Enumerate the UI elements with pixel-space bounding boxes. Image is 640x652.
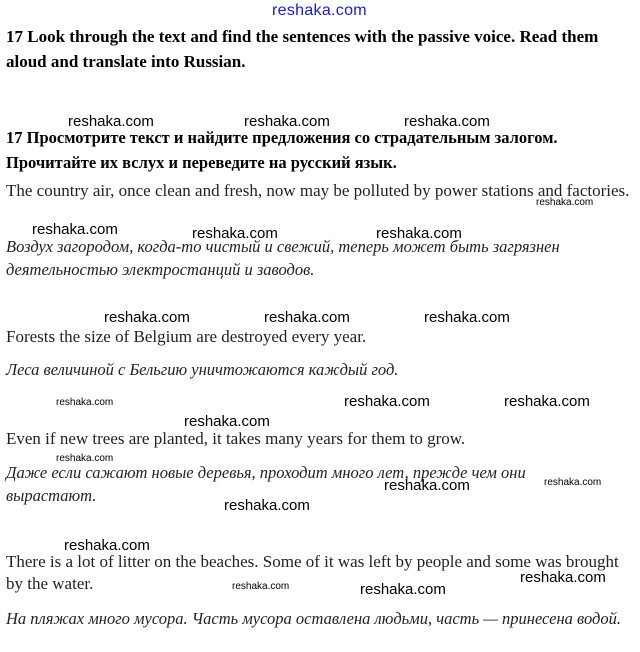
task-heading-en: 17 Look through the text and find the sentences with the passive voice. Read them aloud and translate into Russian.	[6, 27, 599, 71]
site-header[interactable]: reshaka.com	[272, 2, 367, 19]
watermark: reshaka.com	[504, 393, 590, 410]
watermark: reshaka.com	[264, 309, 350, 326]
watermark: reshaka.com	[224, 497, 310, 514]
task-heading-ru: 17 Просмотрите текст и найдите предложения со страдательным залогом. Прочитайте их вслух и переведите на русский язык.	[6, 128, 558, 172]
watermark: reshaka.com	[376, 225, 462, 242]
watermark: reshaka.com	[68, 113, 154, 130]
sentence-en-1: The country air, once clean and fresh, now may be polluted by power stations and factories.	[6, 181, 630, 200]
watermark: reshaka.com	[404, 113, 490, 130]
watermark: reshaka.com	[424, 309, 510, 326]
sentence-ru-3: Даже если сажают новые деревья, проходит много лет, прежде чем они вырастают.	[6, 463, 526, 505]
watermark: reshaka.com	[192, 225, 278, 242]
watermark: reshaka.com	[64, 537, 150, 554]
watermark: reshaka.com	[104, 309, 190, 326]
watermark: reshaka.com	[56, 453, 114, 464]
watermark: reshaka.com	[32, 221, 118, 238]
watermark: reshaka.com	[232, 581, 290, 592]
sentence-en-2: Forests the size of Belgium are destroyed every year.	[6, 327, 367, 346]
sentence-ru-2: Леса величиной с Бельгию уничтожаются каждый год.	[6, 360, 399, 379]
watermark: reshaka.com	[344, 393, 430, 410]
sentence-en-4: There is a lot of litter on the beaches. Some of it was left by people and some was brought by the water.	[6, 552, 619, 593]
watermark: reshaka.com	[244, 113, 330, 130]
watermark: reshaka.com	[360, 581, 446, 598]
sentence-ru-1: Воздух загородом, когда-то чистый и свежий, теперь может быть загрязнен деятельностью электростанций и заводов.	[6, 237, 560, 279]
sentence-en-3: Even if new trees are planted, it takes many years for them to grow.	[6, 429, 466, 448]
watermark: reshaka.com	[520, 569, 606, 586]
watermark: reshaka.com	[544, 477, 602, 488]
watermark: reshaka.com	[536, 197, 594, 208]
watermark: reshaka.com	[184, 413, 270, 430]
watermark: reshaka.com	[56, 397, 114, 408]
watermark: reshaka.com	[384, 477, 470, 494]
sentence-ru-4: На пляжах много мусора. Часть мусора оставлена людьми, часть — принесена водой.	[6, 609, 621, 628]
